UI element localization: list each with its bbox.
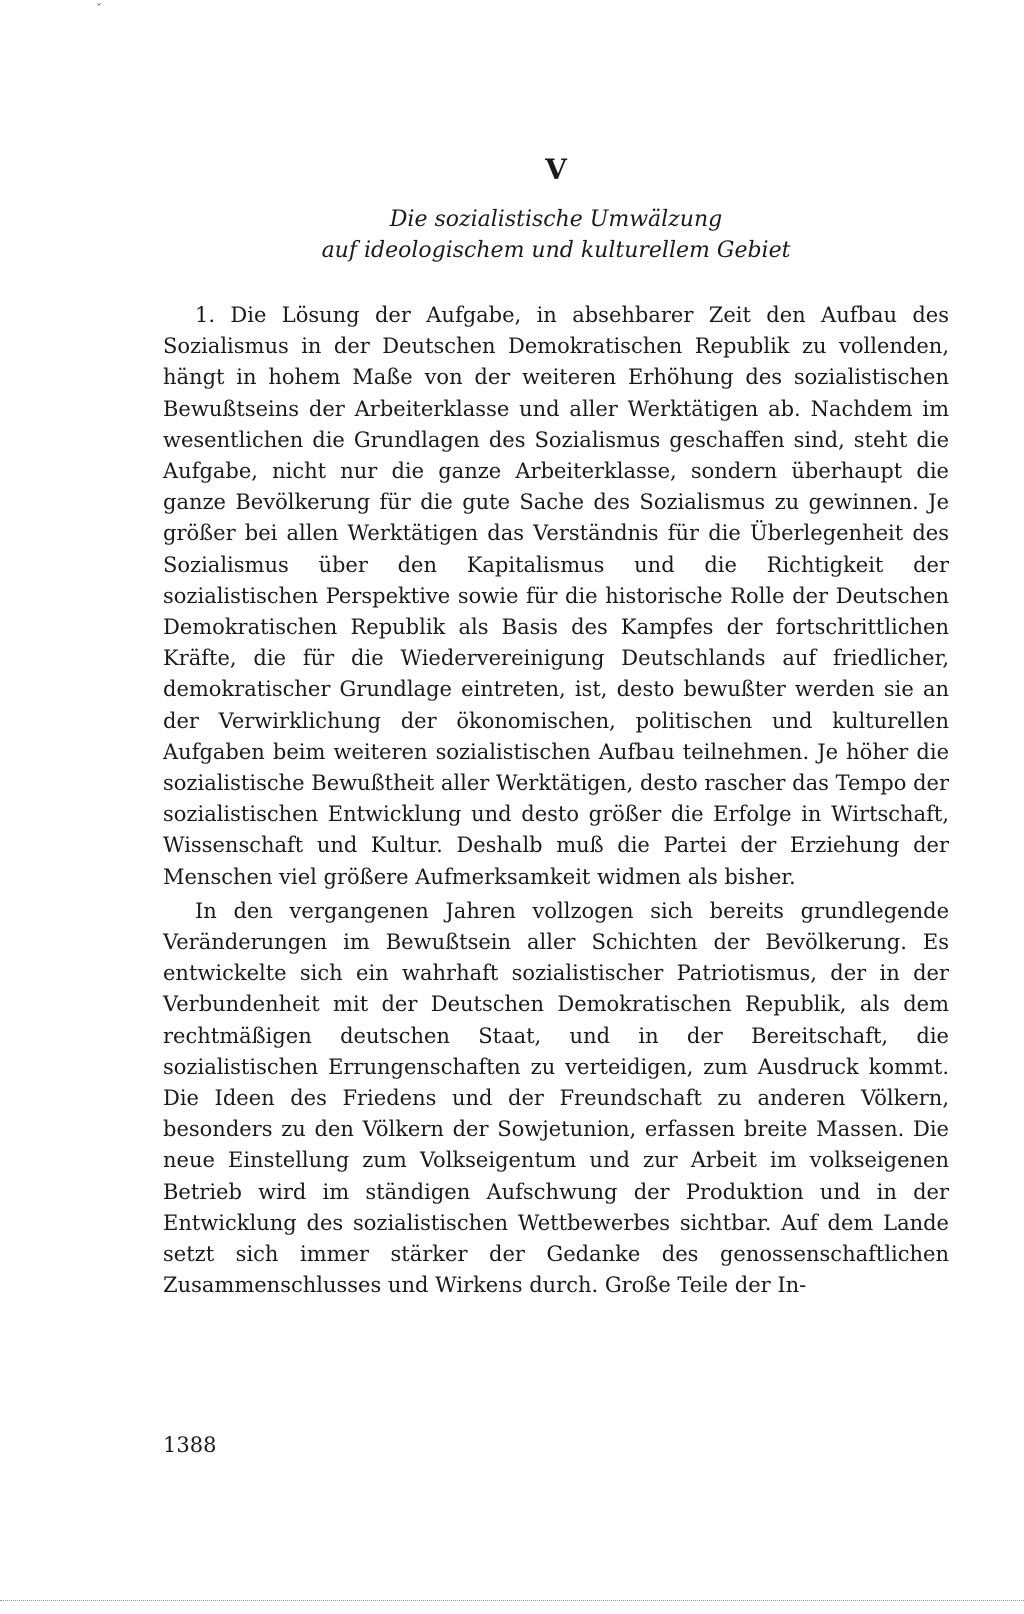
section-title bbox=[163, 204, 949, 266]
body-text bbox=[163, 300, 949, 1302]
section-number: V bbox=[545, 153, 567, 186]
page-number: 1388 bbox=[163, 1433, 217, 1457]
scan-edge-divider bbox=[0, 1600, 1024, 1601]
section-title-line-1: Die sozialistische Umwälzung bbox=[389, 207, 723, 232]
scan-mark: ˇ bbox=[96, 2, 102, 16]
paragraph-2: In den vergangenen Jahren vollzogen sich bereits grundlegende Veränderungen im Bewußtsein aller Schichten der Bevölkerung. Es entwickelte sich ein wahrhaft sozialistischer Patriotismus, der in der Verbundenheit mit der Deutschen Demokratischen Republik, als dem rechtmäßigen deutschen Staat, und in der Bereitschaft, die sozialistischen Errungenschaften zu verteidigen, zum Ausdruck kommt. Die Ideen des Friedens und der Freundschaft zu anderen Völkern, besonders zu den Völkern der Sowjetunion, erfassen breite Massen. Die neue Einstellung zum Volkseigentum und zur Arbeit im volkseigenen Betrieb wird im ständigen Aufschwung der Produktion und in der Entwicklung des sozialistischen Wettbewerbes sichtbar. Auf dem Lande setzt sich immer stärker der Gedanke des genossenschaftlichen Zusammenschlusses und Wirkens durch. Große Teile der In- bbox=[163, 898, 949, 1298]
document-page bbox=[163, 150, 949, 1302]
paragraph-1: 1. Die Lösung der Aufgabe, in absehbarer Zeit den Aufbau des Sozialismus in der Deutschen Demokratischen Republik zu vollenden, hängt in hohem Maße von der weiteren Erhöhung des sozialistischen Bewußtseins der Arbeiterklasse und aller Werktätigen ab. Nachdem im wesentlichen die Grundlagen des Sozialismus geschaffen sind, steht die Aufgabe, nicht nur die ganze Arbeiterklasse, sondern überhaupt die ganze Bevölkerung für die gute Sache des Sozialismus zu gewinnen. Je größer bei allen Werktätigen das Verständnis für die Überlegenheit des Sozialismus über den Kapitalismus und die Richtigkeit der sozialistischen Perspektive sowie für die historische Rolle der Deutschen Demokratischen Republik als Basis des Kampfes der fortschrittlichen Kräfte, die für die Wiedervereinigung Deutschlands auf friedlicher, demokratischer Grundlage eintreten, ist, desto bewußter werden sie an der Verwirklichung der ökonomischen, politischen und kulturellen Aufgaben beim weiteren sozialistischen Aufbau teilnehmen. Je höher die sozialistische Bewußtheit aller Werktätigen, desto rascher das Tempo der sozialistischen Entwicklung und desto größer die Erfolge in Wirtschaft, Wissenschaft und Kultur. Deshalb muß die Partei der Erziehung der Menschen viel größere Aufmerksamkeit widmen als bisher. bbox=[163, 303, 949, 889]
section-title-line-2: auf ideologischem und kulturellem Gebiet bbox=[321, 238, 791, 263]
